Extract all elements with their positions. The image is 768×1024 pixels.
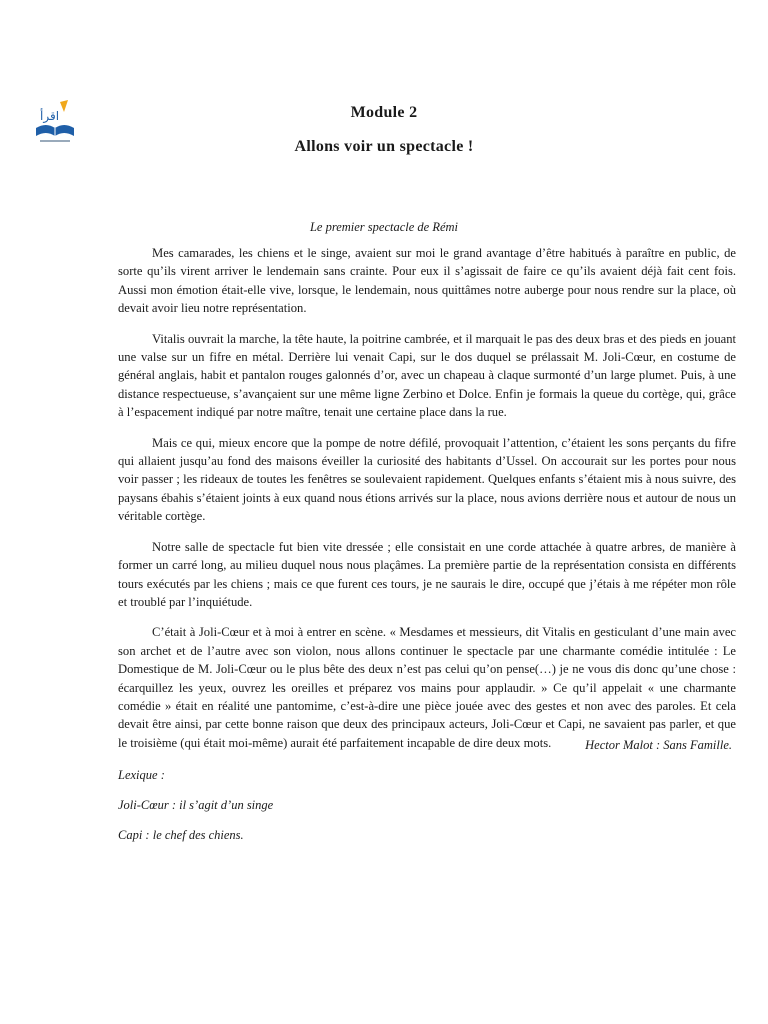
lexique-entry-1: Joli-Cœur : il s’agit d’un singe [118, 798, 274, 812]
body-text [118, 244, 736, 764]
paragraph-5: C’était à Joli-Cœur et à moi à entrer en scène. « Mesdames et messieurs, dit Vitalis en gesticulant d’une main avec son archet et de l’autre avec son violon, nous allons continuer le spectacle par une charmante comédie intitulée : Le Domestique de M. Joli-Cœur ou le plus bête des deux n’est pas celui qu’on pense(…) je ne vous dis donc qu’une chose : écarquillez les yeux, ouvrez les oreilles et préparez vos mains pour applaudir. » Ce qu’il appelait « une charmante comédie » était en réalité une pantomime, c’est-à-dire une pièce jouée avec des gestes et non avec des paroles. Et cela devait être ainsi, par cette bonne raison que deux des principaux acteurs, Joli-Cœur et Capi, ne savaient pas parler, et que le troisième (qui était moi-même) aurait été parfaitement incapable de dire deux mots. [118, 625, 736, 750]
lexique-heading: Lexique : [118, 768, 165, 782]
logo-text: اقرأ [40, 109, 60, 123]
signature: Hector Malot : Sans Famille. [585, 738, 732, 752]
lexique [118, 766, 273, 856]
module-title: Module 2 [350, 104, 418, 121]
text-title: Le premier spectacle de Rémi [309, 220, 459, 234]
paragraph-4: Notre salle de spectacle fut bien vite dressée ; elle consistait en une corde attachée à quatre arbres, de manière à former un carré long, au milieu duquel nous nous plaçâmes. La première partie de la représentation consista en différents tours exécutés par les chiens ; mais ce que furent ces tours, je ne saurais le dire, occupé que j’étais à me répéter mon rôle et troublé par l’inquiétude. [118, 539, 736, 609]
paragraph-2: Vitalis ouvrait la marche, la tête haute, la poitrine cambrée, et il marquait le pas des deux bras et des pieds en jouant une valse sur un fifre en métal. Derrière lui venait Capi, sur le dos duquel se prélassait M. Joli-Cœur, en costume de général anglais, habit et pantalon rouges galonnés d’or, avec un chapeau à claque surmonté d’un large plumet. Puis, à une distance respectueuse, s’avançaient sur une même ligne Zerbino et Dolce. Enfin je formais la queue du cortège, qui, grâce à l’espacement indiqué par notre maître, tenait une certaine place dans la rue. [118, 331, 736, 420]
module-subtitle: Allons voir un spectacle ! [294, 138, 474, 155]
lexique-entry-2: Capi : le chef des chiens. [118, 828, 244, 842]
paragraph-1: Mes camarades, les chiens et le singe, avaient sur moi le grand avantage d’être habitués à paraître en public, de sorte qu’ils virent arriver le lendemain sans crainte. Pour eux il s’agissait de faire ce qu’ils avaient déjà fait cent fois. Aussi mon émotion était-elle vive, lorsque, le lendemain, nous quittâmes notre auberge pour nous rendre sur la place, où devait avoir lieu notre représentation. [118, 246, 736, 316]
paragraph-3: Mais ce qui, mieux encore que la pompe de notre défilé, provoquait l’attention, c’étaient les sons perçants du fifre qui allaient jusqu’au fond des maisons éveiller la curiosité des habitants d’Ussel. On accourait sur les portes pour nous voir passer ; les rideaux de toutes les fenêtres se soulevaient rapidement. Quelques enfants s’étaient mis à nous suivre, des paysans ébahis s’étaient joints à eux quand nous étions arrivés sur la place, nous avions derrière nous et autour de nous un véritable cortège. [118, 435, 736, 524]
